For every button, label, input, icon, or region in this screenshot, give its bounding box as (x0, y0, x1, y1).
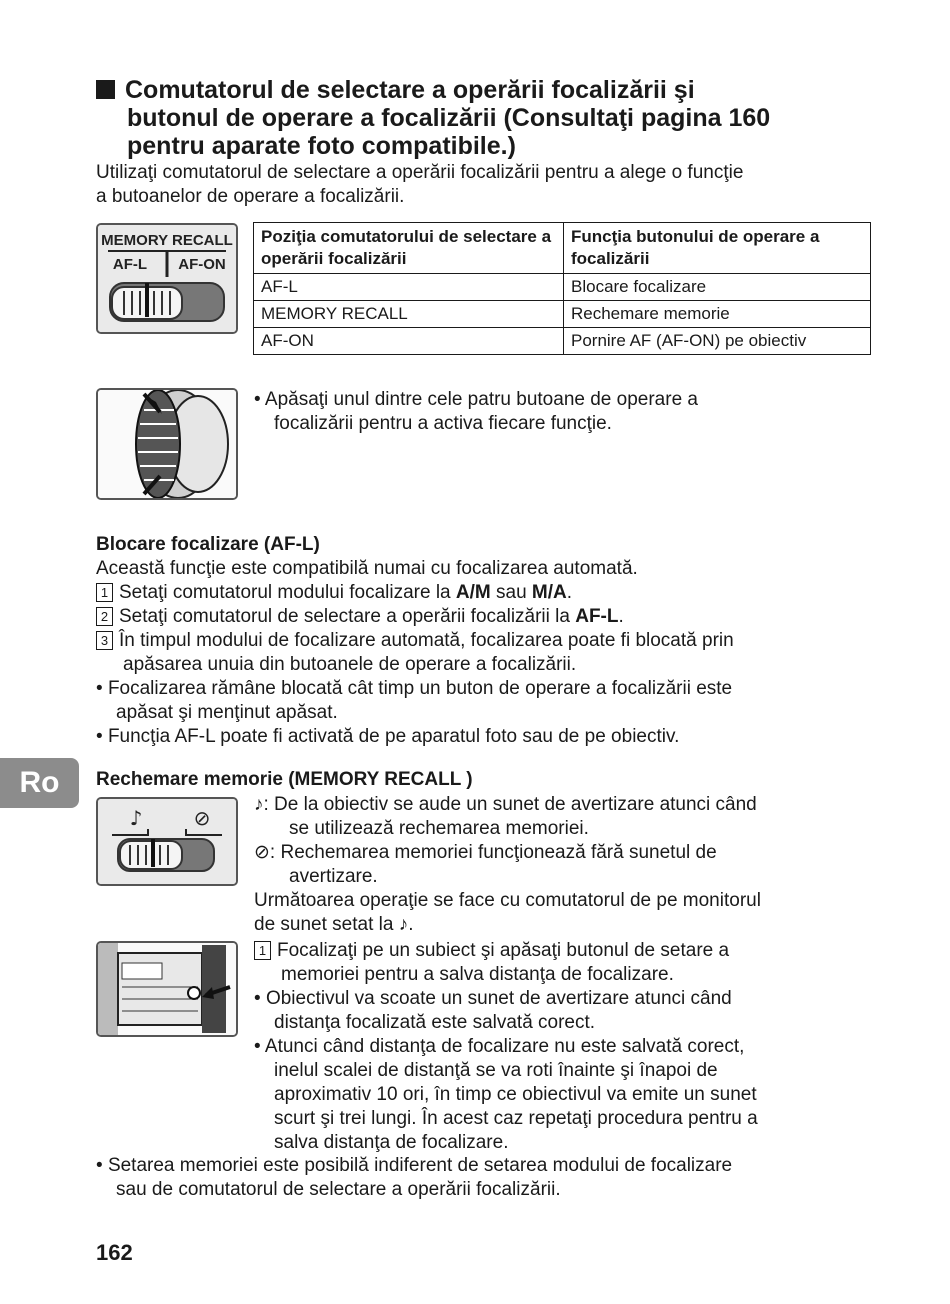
section-heading: Comutatorul de selectare a operării focalizării şi butonul de operare a focalizării (Consultaţi pagina 160 pentru aparate foto compatibile.) (96, 76, 896, 160)
intro-text: Utilizaţi comutatorul de selectare a operării focalizării pentru a alege o funcţie a butoanelor de operare a focalizării. (96, 162, 744, 207)
sound-switch-graphic (98, 799, 236, 884)
step-number: 1 (96, 583, 113, 602)
step-number: 2 (96, 607, 113, 626)
focus-switch-illustration (96, 223, 238, 334)
sound-on-symbol-icon: ♪ (254, 794, 264, 815)
table-cell-function: Rechemare memorie (564, 301, 871, 328)
mr-bullet-1: • Obiectivul va scoate un sunet de avertizare atunci când distanţa focalizată este salvată corect. (254, 988, 732, 1033)
table-cell-function: Pornire AF (AF-ON) pe obiectiv (564, 328, 871, 355)
sound-off-symbol-icon: ⊘ (254, 842, 270, 863)
mr-bullet-2: • Atunci când distanţa de focalizare nu este salvată corect, inelul scalei de distanţă se va roti înainte şi înapoi de aproximativ 10 ori, în timp ce obiectivul va emite un sunet scurt şi trei lungi. În acest caz repetaţi procedura pentru a salva distanţa de focalizare. (254, 1036, 758, 1153)
afl-step-3: 3 În timpul modului de focalizare automată, focalizarea poate fi blocată prin apăsarea unuia din butoanele de operare a focalizării. (96, 629, 876, 677)
afon-label: AF-ON (178, 256, 226, 273)
lens-memory-graphic (98, 943, 236, 1035)
table-header-position: Poziţia comutatorului de selectare a operării focalizării (254, 223, 564, 274)
switch-function-table (253, 222, 871, 355)
sound-options (254, 793, 874, 937)
afl-section (96, 533, 876, 749)
step-number: 1 (254, 941, 271, 960)
language-tab: Ro (0, 758, 79, 808)
table-header-function: Funcţia butonului de operare a focalizării (564, 223, 871, 274)
focus-switch-graphic (98, 225, 236, 332)
table-cell-function: Blocare focalizare (564, 274, 871, 301)
sound-off-icon: ⊘ (193, 806, 211, 830)
afl-step-1: 1 Setaţi comutatorul modului focalizare la A/M sau M/A. (96, 581, 876, 605)
mr-step-1: 1 Focalizaţi pe un subiect şi apăsaţi butonul de setare a memoriei pentru a salva distanţa de focalizare. (254, 939, 874, 987)
sound-off-option: ⊘: Rechemarea memoriei funcţionează fără sunetul de avertizare. (254, 842, 717, 887)
table-cell-position: MEMORY RECALL (254, 301, 564, 328)
lens-buttons-illustration (96, 388, 238, 500)
sound-on-note-icon: ♪ (398, 914, 409, 935)
sound-switch-illustration (96, 797, 238, 886)
table-header-row (254, 223, 871, 274)
mr-bullet-3: • Setarea memoriei este posibilă indiferent de setarea modului de focalizare sau de comutatorul de selectare a operării focalizării. (96, 1155, 733, 1200)
square-bullet-icon (96, 80, 115, 99)
press-note: • Apăsaţi unul dintre cele patru butoane de operare a focalizării pentru a activa fiecare funcţie. (254, 389, 698, 434)
memory-recall-label: MEMORY RECALL (101, 232, 233, 249)
afl-bullet-1: • Focalizarea rămâne blocată cât timp un buton de operare a focalizării este apăsat şi menţinut apăsat. (96, 678, 733, 723)
sound-monitor-note: Următoarea operaţie se face cu comutatorul de pe monitorul de sunet setat la ♪. (254, 890, 761, 935)
afl-bullet-2: • Funcţia AF-L poate fi activată de pe aparatul foto sau de pe obiectiv. (96, 726, 680, 747)
step-number: 3 (96, 631, 113, 650)
afl-title: Blocare focalizare (AF-L) (96, 534, 320, 555)
lens-graphic (98, 390, 236, 498)
afl-step-2: 2 Setaţi comutatorul de selectare a operării focalizării la AF-L. (96, 605, 876, 629)
page-number: 162 (96, 1240, 133, 1265)
table-row (254, 328, 871, 355)
memory-recall-title: Rechemare memorie (MEMORY RECALL ) (96, 769, 473, 790)
afl-intro: Această funcţie este compatibilă numai cu focalizarea automată. (96, 558, 638, 579)
table-cell-position: AF-ON (254, 328, 564, 355)
sound-on-icon: ♪ (129, 806, 143, 830)
table-cell-position: AF-L (254, 274, 564, 301)
table-row (254, 274, 871, 301)
memory-set-button-illustration (96, 941, 238, 1037)
afl-label: AF-L (112, 256, 148, 273)
table-row (254, 301, 871, 328)
memory-recall-steps (254, 939, 874, 1155)
sound-on-option: ♪: De la obiectiv se aude un sunet de avertizare atunci când se utilizează rechemarea memoriei. (254, 794, 757, 839)
